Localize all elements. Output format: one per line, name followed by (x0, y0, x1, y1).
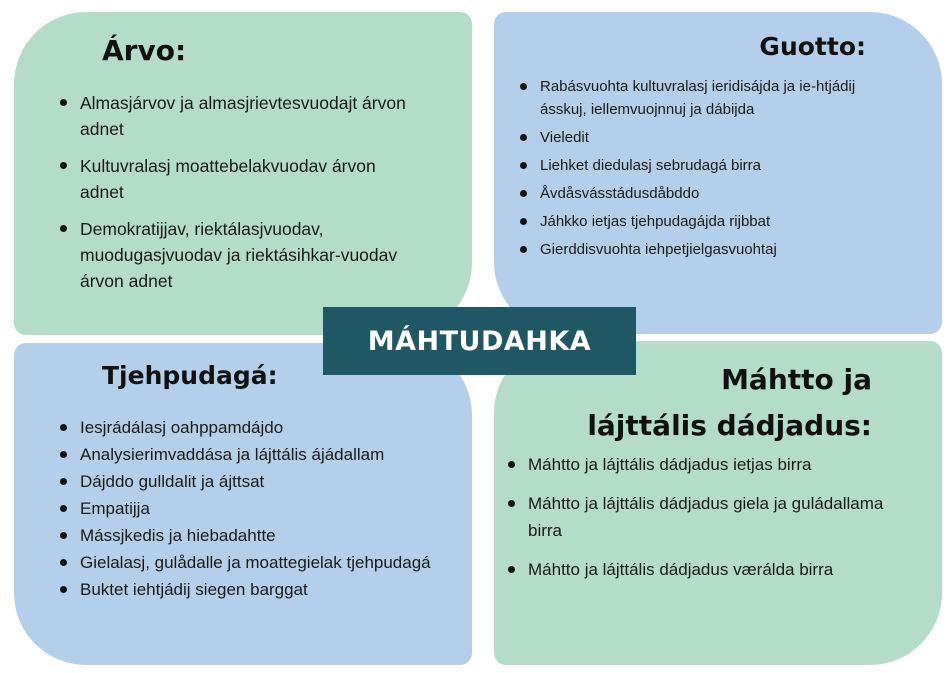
knowledge-list (508, 451, 908, 595)
list-item: Gielalasj, gulådalle ja moattegielak tjehpudagá (60, 549, 440, 576)
list-item: Máhtto ja lájttális dádjadus værálda birra (508, 556, 908, 583)
center-label-box (323, 307, 636, 375)
list-item: Buktet iehtjádij siegen barggat (60, 576, 440, 603)
list-item: Empatijja (60, 495, 440, 522)
list-item: Jáhkko ietjas tjehpudagájda rijbbat (520, 210, 860, 233)
list-item: Máhtto ja lájttális dádjadus ietjas birra (508, 451, 908, 478)
attitudes-list (520, 75, 860, 266)
list-item: Kultuvralasj moattebelakvuodav árvon adnet (60, 153, 420, 205)
skills-heading: Tjehpudagá: (102, 361, 278, 390)
list-item: Gierddisvuohta iehpetjielgasvuohtaj (520, 238, 860, 261)
values-list (60, 90, 420, 305)
list-item: Iesjrádálasj oahppamdájdo (60, 414, 440, 441)
list-item: Máhtto ja lájttális dádjadus giela ja guládallama birra (508, 490, 908, 544)
list-item: Åvdåsvásstádusdåbddo (520, 182, 860, 205)
list-item: Dájddo gulldalit ja ájttsat (60, 468, 440, 495)
list-item: Mássjkedis ja hiebadahtte (60, 522, 440, 549)
values-heading: Árvo: (102, 34, 187, 67)
list-item: Rabásvuohta kultuvralasj ieridisájda ja ie-htjádij ásskuj, iellemvuojnnuj ja dábijda (520, 75, 860, 121)
knowledge-heading-line1: Máhtto ja (721, 363, 872, 396)
list-item: Vieledit (520, 126, 860, 149)
list-item: Demokratijjav, riektálasjvuodav, muodugasjvuodav ja riektásihkar-vuodav árvon adnet (60, 216, 420, 294)
list-item: Analysierimvaddása ja lájttális ájádallam (60, 441, 440, 468)
list-item: Almasjárvov ja almasjrievtesvuodajt árvon adnet (60, 90, 420, 142)
skills-list (60, 414, 440, 603)
list-item: Liehket diedulasj sebrudagá birra (520, 154, 860, 177)
knowledge-heading-line2: lájttális dádjadus: (587, 409, 872, 442)
center-title: MÁHTUDAHKA (367, 325, 592, 357)
attitudes-heading: Guotto: (759, 32, 866, 61)
